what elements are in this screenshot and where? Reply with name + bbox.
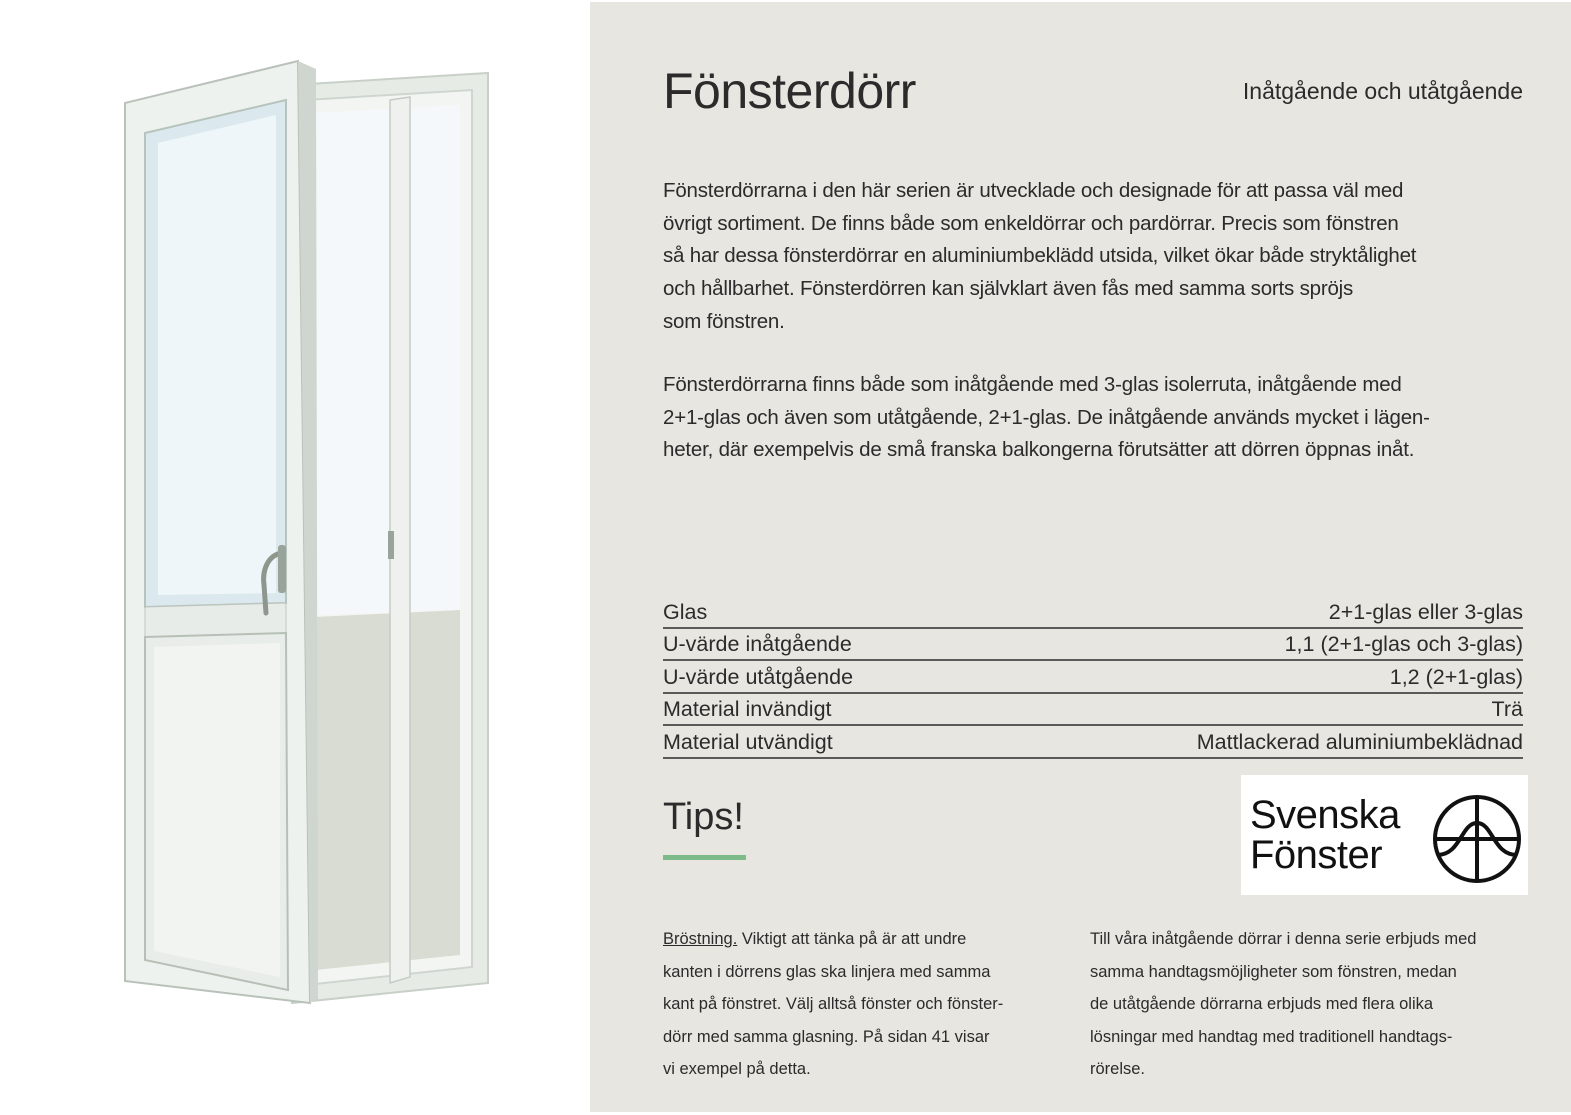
text-line: övrigt sortiment. De finns både som enkeldörrar och pardörrar. Precis som fönstren — [663, 211, 1399, 235]
intro-paragraph-2 — [663, 369, 1523, 467]
spec-value: 2+1-glas eller 3-glas — [1328, 599, 1523, 624]
page-subtitle: Inåtgående och utåtgående — [1242, 78, 1523, 104]
logo-line-2: Fönster — [1250, 833, 1383, 877]
spec-label: Glas — [663, 599, 708, 624]
product-image-panel — [0, 0, 590, 1115]
text-line: som fönstren. — [663, 309, 785, 333]
logo-line-1: Svenska — [1250, 793, 1400, 837]
tips-left-column — [663, 923, 1063, 1086]
spec-table — [663, 596, 1523, 759]
text-line: heter, där exempelvis de små franska balkongerna förutsätter att dörren öppnas inåt. — [663, 438, 1415, 462]
text-line: Fönsterdörrarna finns både som inåtgående med 3-glas isolerruta, inåtgående med — [663, 373, 1402, 396]
text-line: och hållbarhet. Fönsterdörren kan självklart även fås med samma sorts spröjs — [663, 277, 1354, 301]
spec-value: Mattlackerad aluminiumbeklädnad — [1196, 729, 1523, 754]
text-line: de utåtgående dörrarna erbjuds med flera olika — [1090, 995, 1434, 1013]
window-door-image — [120, 55, 500, 1055]
text-line: samma handtagsmöjligheter som fönstren, medan — [1090, 962, 1457, 981]
text-line: vi exempel på detta. — [663, 1060, 811, 1078]
spec-row-material-invandigt — [663, 694, 1523, 727]
spec-value: 1,2 (2+1-glas) — [1389, 664, 1523, 689]
spec-label: Material invändigt — [663, 697, 832, 721]
text-line: rörelse. — [1090, 1060, 1146, 1078]
text-line: 2+1-glas och även som utåtgående, 2+1-glas. De inåtgående används mycket i lägen- — [663, 405, 1430, 429]
spec-value: 1,1 (2+1-glas och 3-glas) — [1284, 632, 1523, 656]
spec-row-u-varde-utatgaende — [663, 661, 1523, 694]
page-title: Fönsterdörr — [663, 63, 916, 119]
spec-label: U-värde utåtgående — [663, 664, 854, 689]
text-line: dörr med samma glasning. På sidan 41 visar — [663, 1027, 990, 1046]
text-line: Fönsterdörrarna i den här serien är utvecklade och designade för att passa väl med — [663, 179, 1404, 202]
text-line: Till våra inåtgående dörrar i denna serie erbjuds med — [1090, 930, 1477, 948]
brand-logo — [1241, 775, 1528, 895]
spec-label: Material utvändigt — [663, 729, 833, 754]
spec-label: U-värde inåtgående — [663, 632, 852, 656]
brostning-lead: Bröstning. — [663, 930, 738, 948]
text-line: så har dessa fönsterdörrar en aluminiumbeklädd utsida, vilket ökar både stryktålighet — [663, 244, 1417, 268]
text-line: lösningar med handtag med traditionell handtags- — [1090, 1027, 1453, 1046]
text-line: kant på fönstret. Välj alltså fönster och fönster- — [663, 995, 1004, 1013]
tips-heading: Tips! — [663, 796, 744, 838]
logo-wordmark — [1250, 795, 1400, 875]
spec-value: Trä — [1491, 697, 1523, 721]
tips-accent-bar — [663, 855, 746, 860]
logo-symbol-icon — [1431, 793, 1523, 885]
text-line: kanten i dörrens glas ska linjera med samma — [663, 962, 991, 981]
text-line — [663, 923, 1063, 956]
spec-row-material-utvandigt — [663, 726, 1523, 759]
spec-row-u-varde-inatgaende — [663, 629, 1523, 662]
intro-paragraph-1 — [663, 175, 1523, 339]
text-span: Viktigt att tänka på är att undre — [737, 930, 967, 948]
spec-row-glas — [663, 596, 1523, 629]
tips-right-column — [1090, 923, 1530, 1086]
